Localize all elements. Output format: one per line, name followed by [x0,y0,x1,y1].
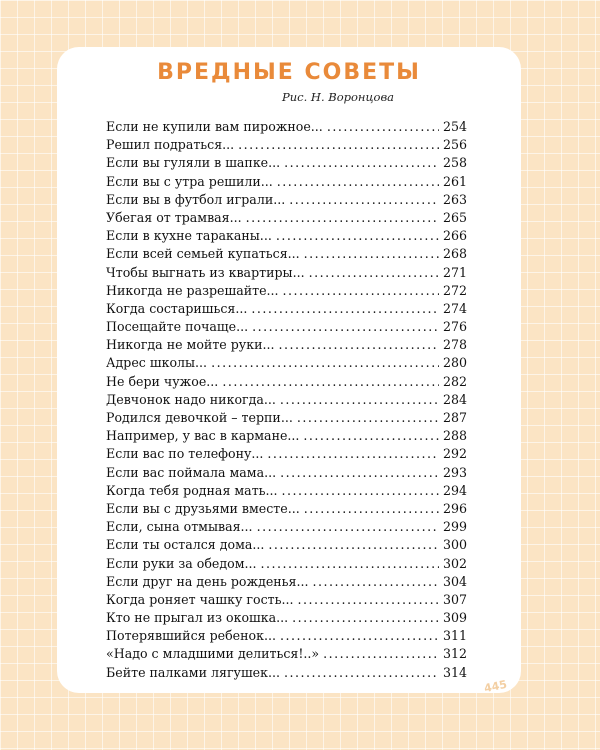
dot-leader [211,355,439,370]
toc-entry-title: Потерявшийся ребенок... [106,628,276,644]
toc-entry-page: 282 [442,373,467,389]
contents-card [57,47,521,696]
toc-entry-page: 268 [442,246,467,262]
toc-entry-title: Если вы с друзьями вместе... [106,500,300,516]
toc-entry-page: 311 [442,628,467,644]
toc-entry-page: 274 [442,300,467,316]
dot-leader [280,465,439,480]
toc-entry-page: 258 [442,155,467,171]
dot-leader [289,192,439,207]
toc-entry [106,392,467,410]
toc-entry-page: 278 [442,337,467,353]
toc-entry-page: 276 [442,319,467,335]
toc-entry [106,628,467,646]
toc-entry-title: Решил подраться... [106,137,235,153]
toc-entry-title: Когда состаришься... [106,300,248,316]
toc-entry-page: 271 [442,264,467,280]
toc-entry-title: Никогда не разрешайте... [106,282,279,298]
toc-entry-title: Адрес школы... [106,355,208,371]
dot-leader [257,519,439,534]
toc-entry [106,192,467,210]
dot-leader [304,501,439,516]
toc-entry [106,174,467,192]
toc-entry-page: 261 [442,173,467,189]
toc-entry-title: Никогда не мойте руки... [106,337,275,353]
toc-entry [106,374,467,392]
illustrator-credit: Рис. Н. Воронцова [282,90,394,104]
dot-leader [279,337,439,352]
toc-entry-title: Если в кухне тараканы... [106,228,272,244]
toc-entry [106,465,467,483]
toc-entry-page: 300 [442,537,467,553]
dot-leader [268,537,439,552]
toc-entry-page: 263 [442,191,467,207]
toc-entry [106,265,467,283]
dot-leader [238,137,439,152]
dot-leader [251,301,439,316]
toc-entry [106,519,467,537]
toc-entry-page: 288 [442,428,467,444]
toc-entry-title: Убегая от трамвая... [106,209,242,225]
toc-entry-title: Если руки за обедом... [106,555,257,571]
toc-entry-title: «Надо с младшими делиться!..» [106,646,320,662]
toc-entry [106,592,467,610]
toc-entry [106,228,467,246]
toc-entry-title: Девчонок надо никогда... [106,391,276,407]
toc-entry [106,246,467,264]
toc-entry-title: Не бери чужое... [106,373,219,389]
dot-leader [267,446,439,461]
toc-entry [106,646,467,664]
toc-entry-title: Когда тебя родная мать... [106,482,278,498]
dot-leader [283,283,439,298]
toc-entry-page: 309 [442,610,467,626]
toc-entry-page: 265 [442,209,467,225]
dot-leader [309,265,439,280]
section-title: ВРЕДНЫЕ СОВЕТЫ [157,60,421,85]
dot-leader [246,210,439,225]
toc-entry-title: Если друг на день рожденья... [106,573,309,589]
toc-entry-title: Если вы с утра решили... [106,173,273,189]
toc-entry [106,483,467,501]
page-number: 445 [482,677,509,696]
toc-entry-page: 294 [442,482,467,498]
dot-leader [280,628,439,643]
toc-entry-page: 256 [442,137,467,153]
toc-entry-title: Если вы в футбол играли... [106,191,286,207]
dot-leader [276,228,439,243]
toc-entry-page: 254 [442,119,467,134]
toc-entry-title: Родился девочкой – терпи... [106,410,293,425]
dot-leader [292,610,439,625]
toc-entry [106,301,467,319]
toc-entry-page: 307 [442,591,467,607]
toc-entry-title: Если вы гуляли в шапке... [106,155,281,171]
toc-entry [106,537,467,555]
toc-entry [106,337,467,355]
toc-entry [106,137,467,155]
toc-entry [106,610,467,628]
dot-leader [304,246,439,261]
dot-leader [323,646,439,661]
toc-entry-title: Если не купили вам пирожное... [106,119,323,134]
toc-entry [106,119,467,137]
toc-entry-page: 280 [442,355,467,371]
dot-leader [252,319,439,334]
toc-entry [106,556,467,574]
toc-entry [106,501,467,519]
dot-leader [282,483,439,498]
toc-entry-page: 293 [442,464,467,480]
dot-leader [277,174,439,189]
toc-entry-title: Если вас по телефону... [106,446,264,462]
dot-leader [261,556,439,571]
toc-entry-page: 266 [442,228,467,244]
toc-entry [106,355,467,373]
dot-leader [298,592,439,607]
dot-leader [280,392,439,407]
dot-leader [284,155,439,170]
dot-leader [297,410,439,425]
toc-entry-title: Если, сына отмывая... [106,519,253,535]
toc-entry-page: 314 [442,664,467,680]
dot-leader [312,574,438,589]
toc-entry-title: Бейте палками лягушек... [106,664,280,680]
toc-entry-page: 287 [442,410,467,425]
toc-entry [106,319,467,337]
dot-leader [284,665,439,680]
toc-entry-page: 296 [442,500,467,516]
toc-entry [106,283,467,301]
toc-entry [106,428,467,446]
toc-entry-title: Если всей семьей купаться... [106,246,300,262]
toc-entry-page: 284 [442,391,467,407]
toc-entry-title: Если вас поймала мама... [106,464,277,480]
dot-leader [222,374,439,389]
toc-entry [106,665,467,683]
dot-leader [303,428,439,443]
toc-entry-page: 312 [442,646,467,662]
toc-entry-page: 304 [442,573,467,589]
dot-leader [327,119,439,134]
toc-entry [106,155,467,173]
toc-entry-page: 272 [442,282,467,298]
toc-entry [106,210,467,228]
toc-entry [106,410,467,428]
toc-entry [106,574,467,592]
toc-entry-title: Кто не прыгал из окошка... [106,610,289,626]
table-of-contents [106,119,467,683]
toc-entry-title: Чтобы выгнать из квартиры... [106,264,305,280]
toc-entry-page: 292 [442,446,467,462]
toc-entry-page: 302 [442,555,467,571]
toc-entry-page: 299 [442,519,467,535]
toc-entry-title: Когда роняет чашку гость... [106,591,294,607]
toc-entry-title: Посещайте почаще... [106,319,249,335]
toc-entry-title: Если ты остался дома... [106,537,265,553]
toc-entry [106,446,467,464]
toc-entry-title: Например, у вас в кармане... [106,428,300,444]
